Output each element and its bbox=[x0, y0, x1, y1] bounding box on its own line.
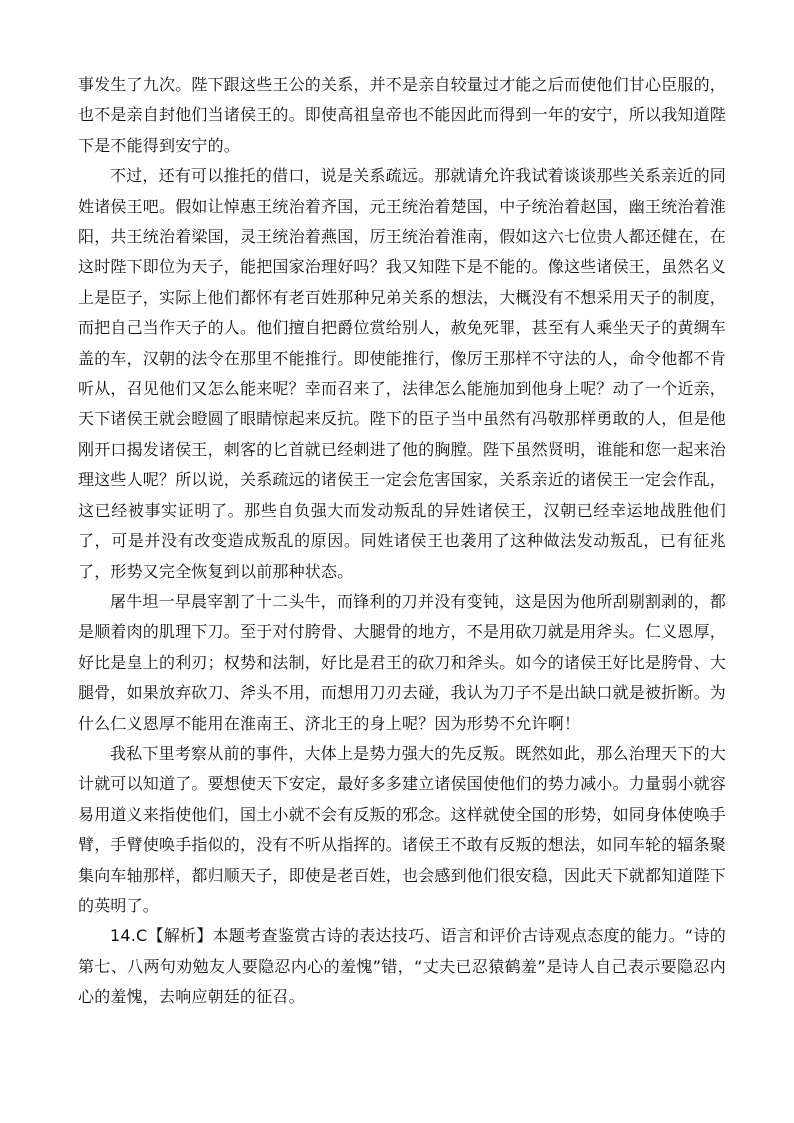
document-page bbox=[78, 70, 726, 1013]
paragraph-butcher-analogy: 屠牛坦一早晨宰割了十二头牛，而锋利的刀并没有变钝，这是因为他所刮剔割剥的，都是顺着肉的肌理下刀。至于对付胯骨、大腿骨的地方，不是用砍刀就是用斧头。仁义恩厚，好比是皇上的利刃；权势和法制，好比是君王的砍刀和斧头。如今的诸侯王好比是胯骨、大腿骨，如果放弃砍刀、斧头不用，而想用刀刃去碰，我认为刀子不是出缺口就是被折断。为什么仁义恩厚不能用在淮南王、济北王的身上呢？因为形势不允许啊！ bbox=[78, 591, 727, 733]
paragraph-continuation: 事发生了九次。陛下跟这些王公的关系，并不是亲自较量过才能之后而使他们甘心臣服的，也不是亲自封他们当诸侯王的。即使高祖皇帝也不能因此而得到一年的安宁，所以我知道陛下是不能得到安宁的。 bbox=[78, 75, 727, 155]
paragraph-governing-strategy: 我私下里考察从前的事件，大体上是势力强大的先反叛。既然如此，那么治理天下的大计就可以知道了。要想使天下安定，最好多多建立诸侯国使他们的势力减小。力量弱小就容易用道义来指使他们，国土小就不会有反叛的邪念。这样就使全国的形势，如同身体使唤手臂，手臂使唤手指似的，没有不听从指挥的。诸侯王不敢有反叛的想法，如同车轮的辐条聚集向车轴那样，都归顺天子，即使是老百姓，也会感到他们很安稳，因此天下就都知道陛下的英明了。 bbox=[78, 743, 727, 915]
paragraph-kinship-princes: 不过，还有可以推托的借口，说是关系疏远。那就请允许我试着谈谈那些关系亲近的同姓诸侯王吧。假如让悼惠王统治着齐国，元王统治着楚国，中子统治着赵国，幽王统治着淮阳，共王统治着梁国，灵王统治着燕国，厉王统治着淮南，假如这六七位贵人都还健在，在这时陛下即位为天子，能把国家治理好吗？我又知陛下是不能的。像这些诸侯王，虽然名义上是臣子，实际上他们都怀有老百姓那种兄弟关系的想法，大概没有不想采用天子的制度，而把自己当作天子的人。他们擅自把爵位赏给别人，赦免死罪，甚至有人乘坐天子的黄绸车盖的车，汉朝的法令在那里不能推行。即使能推行，像厉王那样不守法的人，命令他都不肯听从，召见他们又怎么能来呢？幸而召来了，法律怎么能施加到他身上呢？动了一个近亲，天下诸侯王就会瞪圆了眼睛惊起来反抗。陛下的臣子当中虽然有冯敬那样勇敢的人，但是他刚开口揭发诸侯王，刺客的匕首就已经刺进了他的胸膛。陛下虽然贤明，谁能和您一起来治理这些人呢？所以说，关系疏远的诸侯王一定会危害国家，关系亲近的诸侯王一定会作乱，这已经被事实证明了。那些自负强大而发动叛乱的异姓诸侯王，汉朝已经幸运地战胜他们了，可是并没有改变造成叛乱的原因。同姓诸侯王也袭用了这种做法发动叛乱，已有征兆了，形势又完全恢复到以前那种状态。 bbox=[78, 166, 727, 581]
paragraph-answer-analysis: 14.C【解析】本题考查鉴赏古诗的表达技巧、语言和评价古诗观点态度的能力。“诗的第七、八两句劝勉友人要隐忍内心的羞愧”错，“丈夫已忍猿鹤羞”是诗人自己表示要隐忍内心的羞愧，去响应朝廷的征召。 bbox=[78, 926, 726, 1007]
